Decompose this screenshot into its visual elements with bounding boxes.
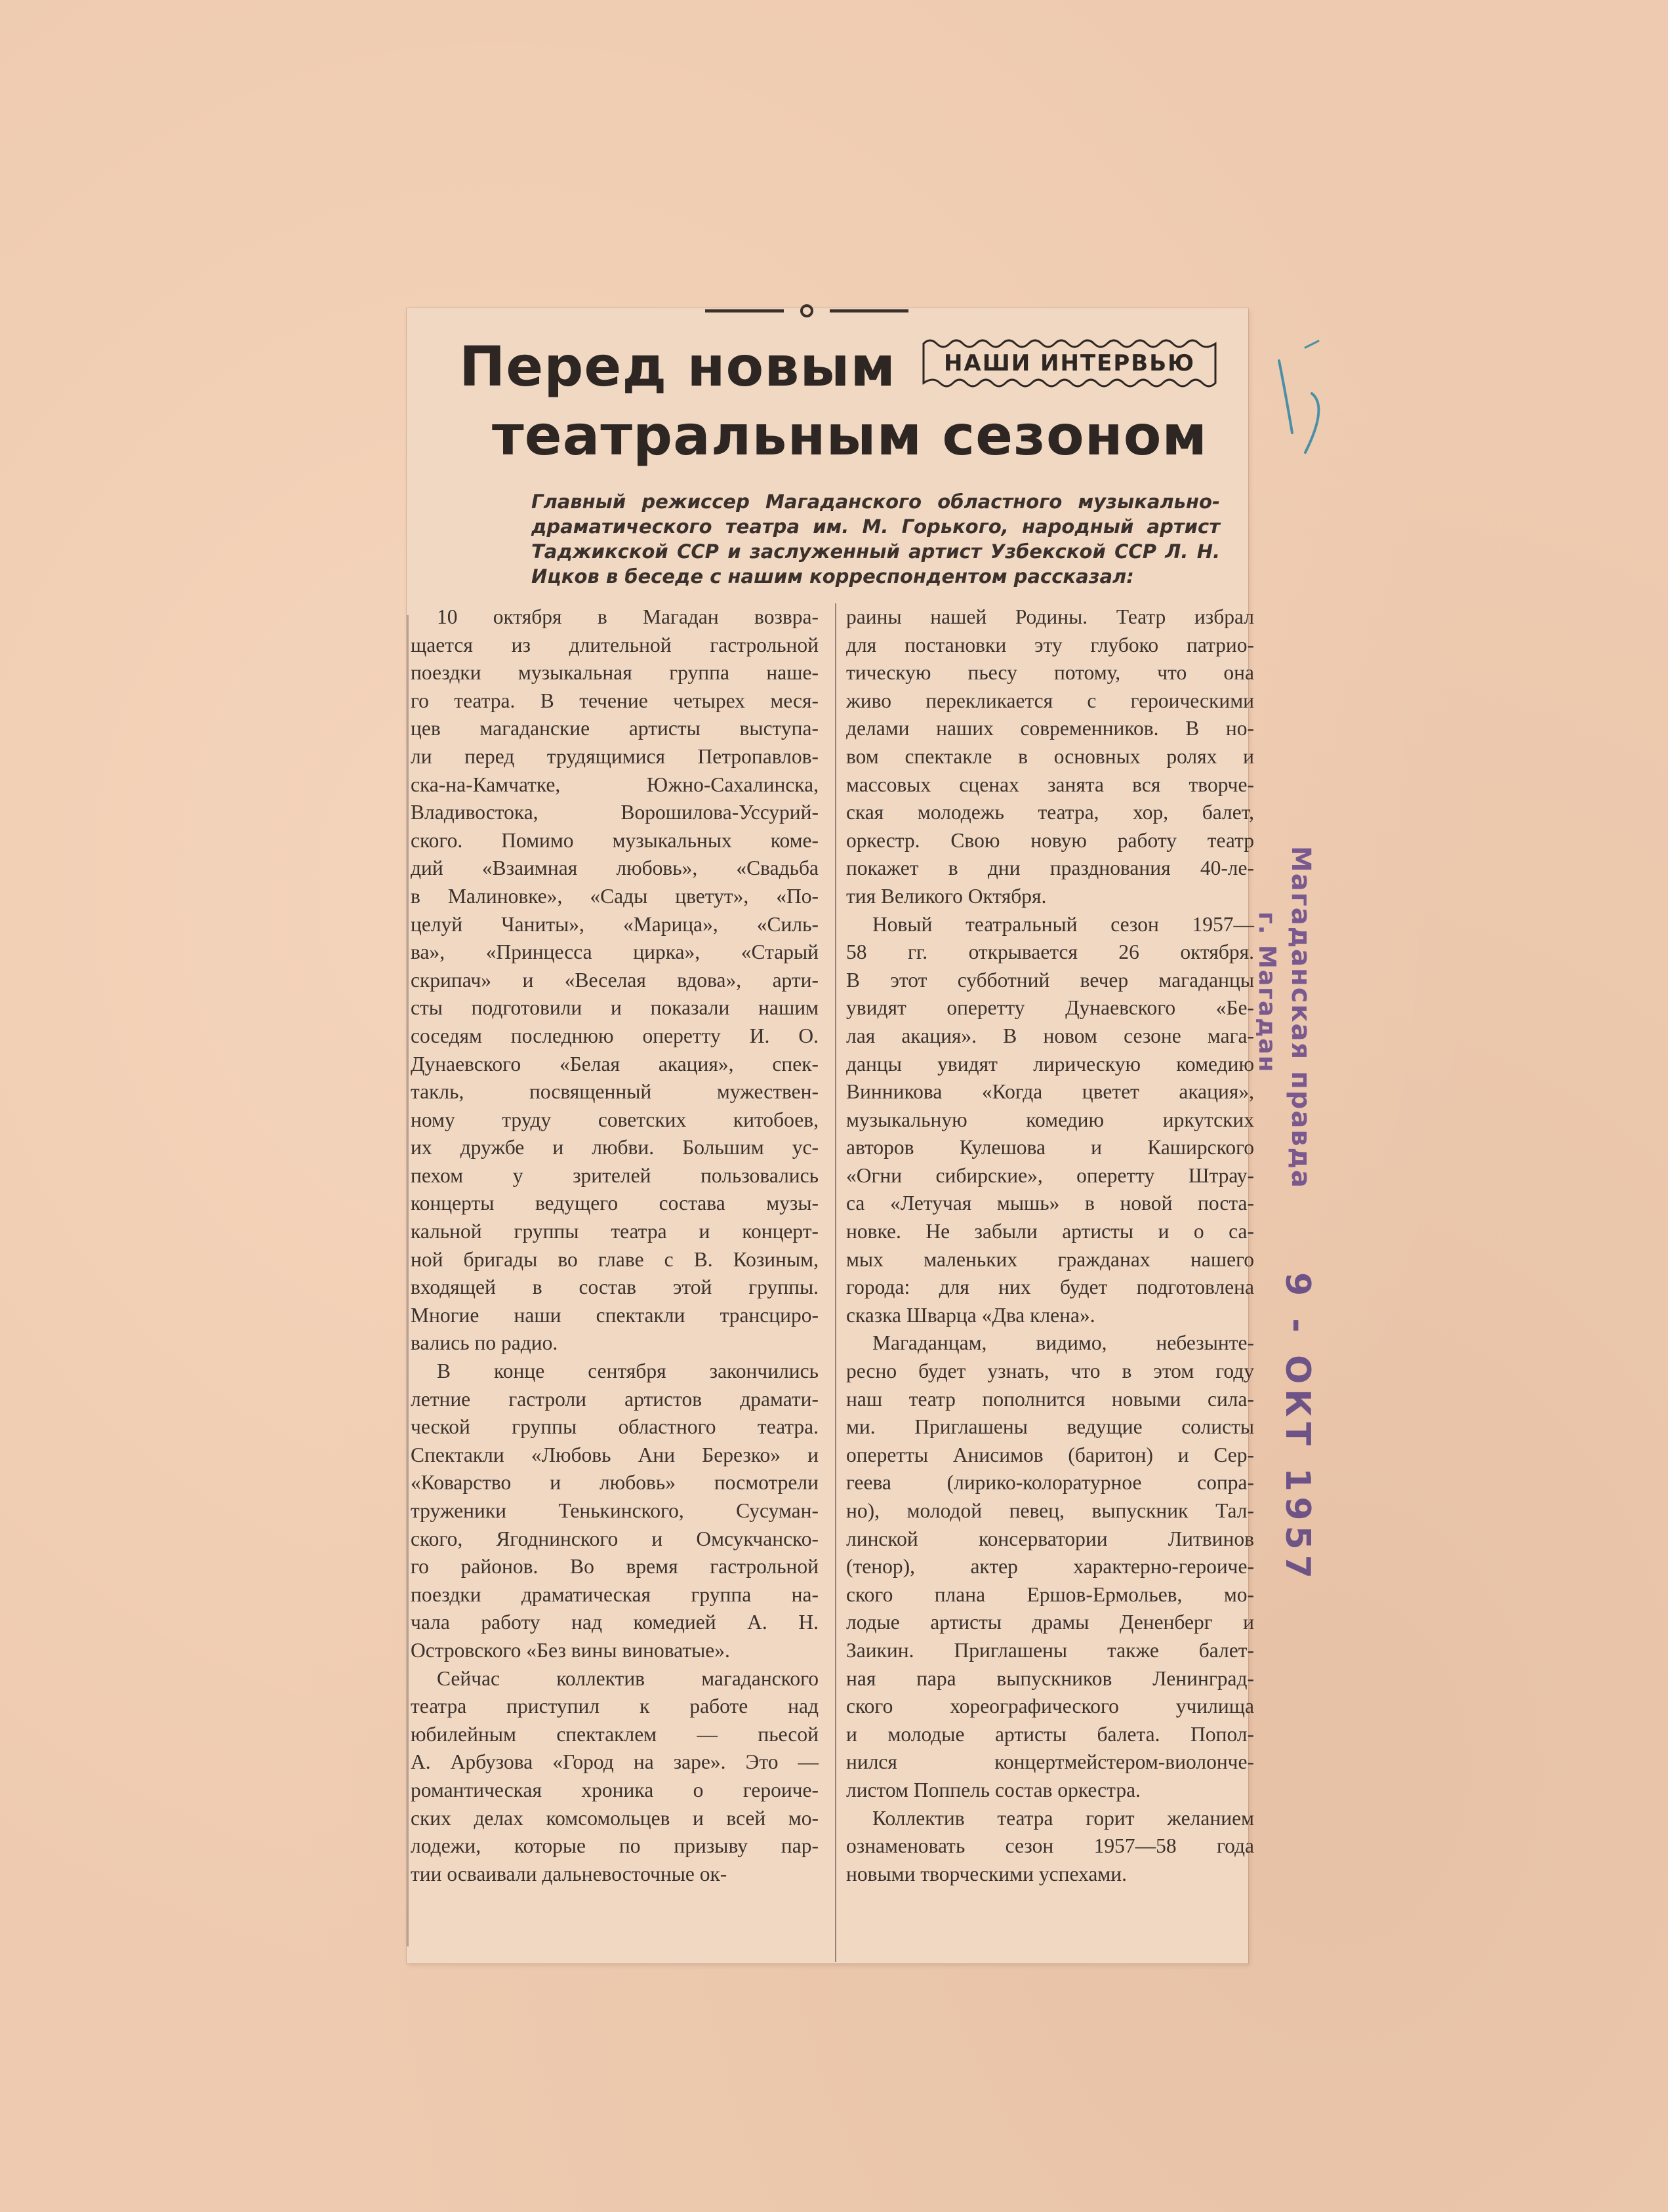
text-line: Дунаевского «Белая акация», спек- (411, 1052, 819, 1076)
text-line: ска-на-Камчатке, Южно-Сахалинска, (411, 773, 819, 796)
text-line: «Коварство и любовь» посмотрели (411, 1471, 819, 1495)
text-line: цев магаданские артисты выступа- (411, 717, 819, 740)
text-line: тическую пьесу потому, что она (846, 661, 1254, 685)
stamp-city: г. Магадан (1253, 912, 1280, 1074)
text-line: вались по радио. (411, 1331, 558, 1355)
text-line: го театра. В течение четырех меся- (411, 689, 819, 712)
text-line: оперетты Анисимов (баритон) и Сер- (846, 1443, 1254, 1466)
text-line: тия Великого Октября. (846, 884, 1047, 908)
rubric-label: НАШИ ИНТЕРВЬЮ (943, 350, 1196, 376)
text-line: для постановки эту глубоко патрио- (846, 633, 1254, 656)
text-line: покажет в дни празднования 40-ле- (846, 856, 1254, 880)
text-line: соседям последнюю оперетту И. О. (411, 1024, 819, 1047)
text-line: ского плана Ершов-Ермольев, мо- (846, 1582, 1254, 1606)
text-line: Спектакли «Любовь Ани Березко» и (411, 1443, 819, 1466)
text-line: данцы увидят лирическую комедию (846, 1052, 1254, 1076)
text-line: Коллектив театра горит желанием (872, 1806, 1254, 1830)
text-line: их дружбе и любви. Большим ус- (411, 1136, 819, 1159)
text-line: ной бригады во главе с В. Козиным, (411, 1247, 819, 1271)
text-line: входящей в состав этой группы. (411, 1276, 819, 1299)
stamp-newspaper-name: Магаданская правда (1286, 846, 1316, 1189)
newspaper-clipping (407, 308, 1254, 1963)
text-line: ческой группы областного театра. (411, 1415, 819, 1439)
text-line: щается из длительной гастрольной (411, 633, 819, 656)
text-line: лая акация». В новом сезоне мага- (846, 1024, 1254, 1047)
text-line: в Малиновке», «Сады цветут», «По- (411, 884, 819, 908)
article-column-right (846, 603, 1254, 1888)
text-line: ского хореографического училища (846, 1695, 1254, 1718)
text-line: В конце сентября закончились (437, 1359, 819, 1383)
text-line: вом спектакле в основных ролях и (846, 744, 1254, 768)
text-line: ского, Ягоднинского и Омсукчанско- (411, 1527, 819, 1550)
text-line: ва», «Принцесса цирка», «Старый (411, 940, 819, 964)
text-line: В этот субботний вечер магаданцы (846, 968, 1254, 992)
text-line: Сейчас коллектив магаданского (437, 1666, 819, 1690)
text-line: делами наших современников. В но- (846, 717, 1254, 740)
text-line: геева (лирико-колоратурное сопра- (846, 1471, 1254, 1495)
text-line: новке. Не забыли артисты и о са- (846, 1220, 1254, 1243)
text-line: авторов Кулешова и Каширского (846, 1136, 1254, 1159)
text-line: летние гастроли артистов драмати- (411, 1387, 819, 1411)
text-line: 58 гг. открывается 26 октября. (846, 940, 1254, 964)
pencil-check-mark (1266, 334, 1358, 466)
column-rule-middle (835, 603, 836, 1962)
text-line: наш театр пополнится новыми сила- (846, 1387, 1254, 1411)
text-line: поездки драматическая группа на- (411, 1582, 819, 1606)
text-line: ского. Помимо музыкальных коме- (411, 828, 819, 852)
text-line: линской консерватории Литвинов (846, 1527, 1254, 1550)
text-line: са «Летучая мышь» в новой поста- (846, 1192, 1254, 1215)
text-line: новыми творческими успехами. (846, 1862, 1128, 1885)
text-line: Магаданцам, видимо, небезынте- (872, 1331, 1254, 1355)
top-ornament (705, 304, 908, 319)
text-line: труженики Тенькинского, Сусуман- (411, 1499, 819, 1522)
text-line: Заикин. Приглашены также балет- (846, 1638, 1254, 1662)
text-line: 10 октября в Магадан возвра- (437, 605, 819, 628)
text-line: А. Арбузова «Город на заре». Это — (411, 1750, 819, 1774)
text-line: «Огни сибирские», оперетту Штрау- (846, 1163, 1254, 1187)
text-line: концерты ведущего состава музы- (411, 1192, 819, 1215)
text-line: города: для них будет подготовлена (846, 1276, 1254, 1299)
text-line: лодые артисты драмы Дененберг и (846, 1611, 1254, 1634)
text-line: мых маленьких гражданах нашего (846, 1247, 1254, 1271)
text-line: лодежи, которые по призыву пар- (411, 1834, 819, 1858)
text-line: оркестр. Свою новую работу театр (846, 828, 1254, 852)
text-line: Новый театральный сезон 1957— (872, 912, 1254, 936)
text-line: ная пара выпускников Ленинград- (846, 1666, 1254, 1690)
text-line: музыкальную комедию иркутских (846, 1108, 1254, 1131)
text-line: сты подготовили и показали нашим (411, 996, 819, 1020)
article-lead: Главный режиссер Магаданского областного музыкально-драматического театра им. М. Горького, народный артист Таджикской ССР и заслуженный артист Узбекской ССР Л. Н. Ицков в беседе с нашим корреспондентом рассказал: (531, 491, 1220, 588)
text-line: го районов. Во время гастрольной (411, 1555, 819, 1579)
text-line: Многие наши спектакли трансциро- (411, 1303, 819, 1327)
text-line: ознаменовать сезон 1957—58 года (846, 1834, 1254, 1858)
column-rule-left (407, 615, 409, 1946)
text-line: ская молодежь театра, хор, балет, (846, 801, 1254, 824)
stamp-date: 9 - ОКТ 1957 (1278, 1272, 1317, 1584)
headline-line-2: театральным сезоном (492, 403, 1208, 468)
text-line: нился концертмейстером-виолонче- (846, 1750, 1254, 1774)
text-line: романтическая хроника о героиче- (411, 1778, 819, 1801)
text-line: Островского «Без вины виноватые». (411, 1638, 730, 1662)
text-line: дий «Взаимная любовь», «Свадьба (411, 856, 819, 880)
text-line: пехом у зрителей пользовались (411, 1163, 819, 1187)
text-line: и молодые артисты балета. Попол- (846, 1722, 1254, 1746)
text-line: ресно будет узнать, что в этом году (846, 1359, 1254, 1383)
text-line: Владивостока, Ворошилова-Уссурий- (411, 801, 819, 824)
text-line: чала работу над комедией А. Н. (411, 1611, 819, 1634)
text-line: театра приступил к работе над (411, 1695, 819, 1718)
text-line: но), молодой певец, выпускник Тал- (846, 1499, 1254, 1522)
text-line: скрипач» и «Веселая вдова», арти- (411, 968, 819, 992)
text-line: ному труду советских китобоев, (411, 1108, 819, 1131)
text-line: целуй Чаниты», «Марица», «Силь- (411, 912, 819, 936)
text-line: живо перекликается с героическими (846, 689, 1254, 712)
text-line: (тенор), актер характерно-героиче- (846, 1555, 1254, 1579)
text-line: Винникова «Когда цветет акация», (846, 1080, 1254, 1104)
text-line: листом Поппель состав оркестра. (846, 1778, 1141, 1801)
text-line: сказка Шварца «Два клена». (846, 1303, 1095, 1327)
text-line: такль, посвященный мужествен- (411, 1080, 819, 1104)
text-line: юбилейным спектаклем — пьесой (411, 1722, 819, 1746)
text-line: массовых сценах занята вся творче- (846, 773, 1254, 796)
text-line: ли перед трудящимися Петропавлов- (411, 744, 819, 768)
headline-line-1: Перед новым (459, 334, 896, 399)
text-line: ских делах комсомольцев и всей мо- (411, 1806, 819, 1830)
text-line: раины нашей Родины. Театр избрал (846, 605, 1254, 628)
rubric-box (917, 332, 1222, 395)
text-line: увидят оперетту Дунаевского «Бе- (846, 996, 1254, 1020)
text-line: поездки музыкальная группа наше- (411, 661, 819, 685)
text-line: ми. Приглашены ведущие солисты (846, 1415, 1254, 1439)
text-line: кальной группы театра и концерт- (411, 1220, 819, 1243)
article-column-left (411, 603, 819, 1888)
text-line: тии осваивали дальневосточные ок- (411, 1862, 727, 1885)
